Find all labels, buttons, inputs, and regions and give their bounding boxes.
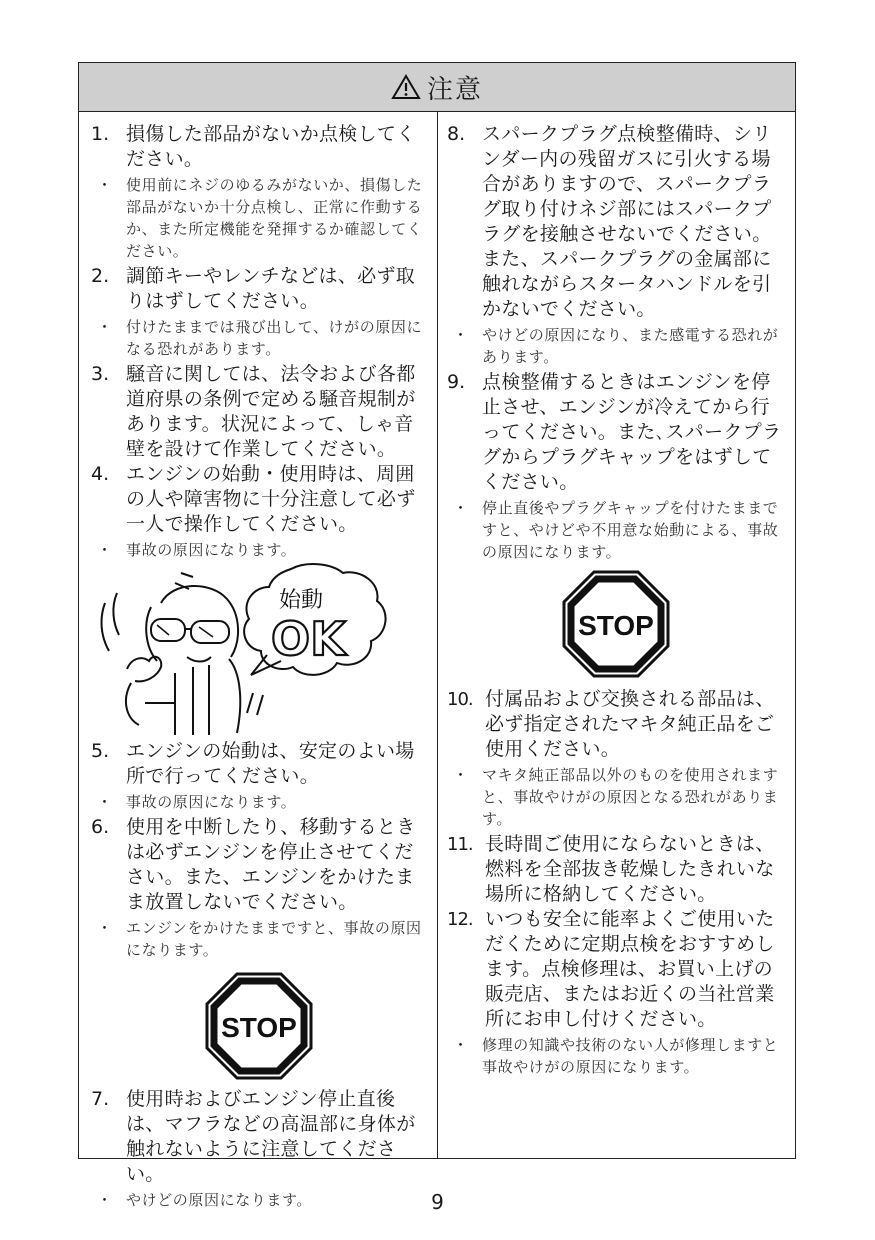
page-number: 9 — [431, 1190, 444, 1214]
bullet: ・ — [453, 766, 469, 784]
note-text: 使用前にネジのゆるみがないか、損傷した部品がないか十分点検し、正常に作動するか、また所定機能を発揮するか確認してください。 — [126, 176, 423, 260]
item-number: 2. — [91, 265, 110, 287]
list-item-2 — [91, 264, 426, 314]
stop-sign-icon — [561, 569, 671, 679]
bubble-text-start: 始動 — [279, 588, 324, 613]
item-text: いつも安全に能率よくご使用いただくために定期点検をおすすめします。点検修理は、お買い上げの販売店、またはお近くの当社営業所にお申し付けください。 — [485, 908, 775, 1030]
item-number: 9. — [447, 371, 466, 393]
item-number: 3. — [91, 363, 110, 385]
bullet: ・ — [97, 793, 113, 811]
item-note — [91, 917, 426, 961]
item-note — [447, 1034, 785, 1078]
bullet: ・ — [97, 919, 113, 937]
bubble-text-ok: OK — [271, 612, 346, 666]
list-item-3 — [91, 362, 426, 462]
note-text: 事故の原因になります。 — [126, 793, 297, 811]
bullet: ・ — [453, 1036, 469, 1054]
list-item-4 — [91, 462, 426, 537]
item-number: 7. — [91, 1088, 110, 1110]
list-item-1 — [91, 122, 426, 172]
item-note — [447, 497, 785, 563]
list-item-8 — [447, 122, 785, 247]
right-column — [447, 122, 785, 1080]
item-text: 付属品および交換される部品は、必ず指定されたマキタ純正品をご使用ください。 — [485, 688, 775, 760]
item-number: 10. — [447, 689, 473, 710]
column-divider — [437, 111, 438, 1158]
warning-icon — [391, 74, 421, 100]
stop-sign-label: STOP — [220, 1012, 297, 1043]
item-number: 4. — [91, 463, 110, 485]
item-text: 騒音に関しては、法令および各都道府県の条例で定める騒音規制があります。状況によって、しゃ音壁を設けて作業してください。 — [126, 363, 416, 460]
list-item-11 — [447, 832, 785, 907]
stop-sign-wrap — [447, 569, 785, 679]
bullet: ・ — [453, 326, 469, 344]
item-number: 8. — [447, 123, 466, 145]
engine-start-illustration — [91, 563, 426, 739]
item-text: 長時間ご使用にならないときは、燃料を全部抜き乾燥したきれいな場所に格納してください。 — [485, 833, 775, 905]
item-text: 使用時およびエンジン停止直後は、マフラなどの高温部に身体が触れないように注意してください。 — [126, 1088, 416, 1185]
item-number: 5. — [91, 740, 110, 762]
note-text: 付けたままでは飛び出して、けがの原因になる恐れがあります。 — [126, 318, 423, 358]
bullet: ・ — [453, 499, 469, 517]
item-text: また、スパークプラグの金属部に触れながらスタータハンドルを引かないでください。 — [482, 248, 772, 320]
stop-sign-icon — [204, 971, 314, 1081]
list-item-10 — [447, 687, 785, 762]
bullet: ・ — [97, 318, 113, 336]
note-text: マキタ純正部品以外のものを使用されますと、事故やけがの原因となる恐れがあります。 — [482, 766, 779, 828]
item-note — [447, 324, 785, 368]
item-note — [91, 539, 426, 561]
caution-header — [79, 63, 795, 112]
left-column — [91, 122, 426, 1213]
list-item-8-continued — [447, 247, 785, 322]
item-note — [447, 764, 785, 830]
list-item-6 — [91, 815, 426, 915]
note-text: 修理の知識や技術のない人が修理しますと事故やけがの原因になります。 — [482, 1036, 779, 1076]
item-text: スパークプラグ点検整備時、シリンダー内の残留ガスに引火する場合がありますので、スパークプラグ取り付けネジ部にはスパークプラグを接触させないでください。 — [482, 123, 772, 245]
item-text: エンジンの始動は、安定のよい場所で行ってください。 — [126, 740, 415, 787]
list-item-12 — [447, 907, 785, 1032]
item-number: 6. — [91, 816, 110, 838]
item-text: 損傷した部品がないか点検してください。 — [126, 123, 416, 170]
note-text: やけどの原因になり、また感電する恐れがあります。 — [482, 326, 779, 366]
caution-box — [78, 62, 796, 1209]
list-item-5 — [91, 739, 426, 789]
operator-ok-illustration — [91, 563, 426, 739]
item-note — [91, 791, 426, 813]
bullet: ・ — [97, 541, 113, 559]
stop-sign-wrap — [91, 971, 426, 1081]
stop-sign-label: STOP — [578, 610, 654, 641]
note-text: 停止直後やプラグキャップを付けたままですと、やけどや不用意な始動による、事故の原因になります。 — [482, 499, 779, 561]
item-number: 11. — [447, 834, 473, 855]
bullet: ・ — [97, 1191, 113, 1209]
note-text: 事故の原因になります。 — [126, 541, 297, 559]
item-note — [91, 174, 426, 262]
item-number: 1. — [91, 123, 110, 145]
item-text: エンジンの始動・使用時は、周囲の人や障害物に十分注意して必ず一人で操作してください。 — [126, 463, 416, 535]
item-note — [91, 316, 426, 360]
list-item-9 — [447, 370, 785, 495]
caution-title: 注意 — [426, 74, 483, 105]
item-text: 使用を中断したり、移動するときは必ずエンジンを停止させてください。また、エンジンをかけたまま放置しないでください。 — [126, 816, 416, 913]
bullet: ・ — [97, 176, 113, 194]
note-text: やけどの原因になります。 — [126, 1191, 313, 1209]
list-item-7 — [91, 1087, 426, 1187]
note-text: エンジンをかけたままですと、事故の原因になります。 — [126, 919, 422, 959]
item-text: 調節キーやレンチなどは、必ず取りはずしてください。 — [126, 265, 416, 312]
item-number: 12. — [447, 909, 473, 930]
item-text: 点検整備するときはエンジンを停止させ、エンジンが冷えてから行ってください。また､スパークプラグからプラグキャップをはずしてください。 — [482, 371, 782, 493]
